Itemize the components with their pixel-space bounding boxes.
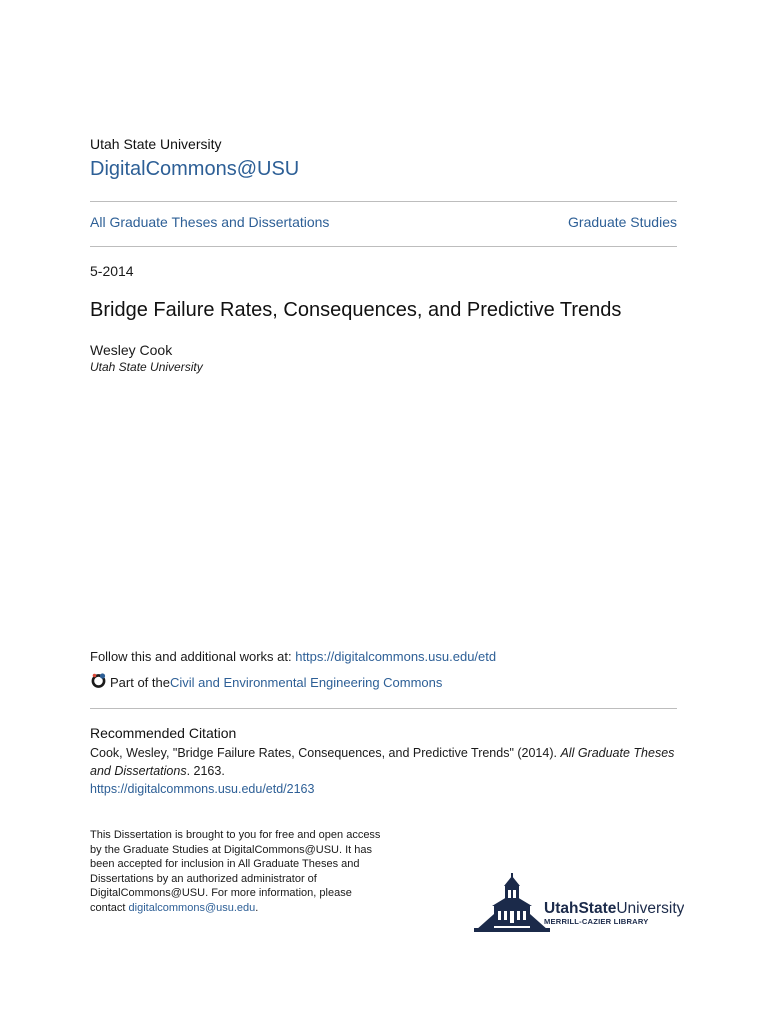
citation-heading: Recommended Citation xyxy=(90,725,237,741)
follow-url-link[interactable]: https://digitalcommons.usu.edu/etd xyxy=(295,649,497,664)
old-main-tower-icon xyxy=(474,873,550,932)
institution-name: Utah State University xyxy=(90,136,222,152)
document-title: Bridge Failure Rates, Consequences, and Predictive Trends xyxy=(90,299,622,321)
author-name: Wesley Cook xyxy=(90,342,173,358)
citation-text: Cook, Wesley, "Bridge Failure Rates, Consequences, and Predictive Trends" (2014). xyxy=(90,746,561,760)
logo-name-regular: University xyxy=(616,900,684,917)
citation-series: All Graduate Theses and Dissertations xyxy=(90,746,675,778)
part-of-label: Part of the xyxy=(110,674,170,690)
publication-date: 5-2014 xyxy=(90,263,134,279)
citation-url-link[interactable]: https://digitalcommons.usu.edu/etd/2163 xyxy=(90,782,315,796)
divider xyxy=(90,201,677,202)
author-affiliation: Utah State University xyxy=(90,360,203,374)
follow-line xyxy=(90,649,496,664)
notice-end: . xyxy=(255,901,259,914)
notice-text: This Dissertation is brought to you for free and open access by the Graduate Studies at DigitalCommons@USU. It has been accepted for inclusion in All Graduate Theses and Dissertations by an authorized administrator of DigitalCommons@USU. For more information, please contact xyxy=(90,829,381,914)
library-logo xyxy=(474,870,684,934)
repository-link[interactable]: DigitalCommons@USU xyxy=(90,158,300,180)
contact-email-link[interactable]: digitalcommons@usu.edu xyxy=(128,901,256,914)
follow-label: Follow this and additional works at: xyxy=(90,649,296,664)
bepress-commons-icon xyxy=(90,672,110,692)
divider xyxy=(90,246,677,247)
part-of-line xyxy=(90,672,442,692)
collection-link[interactable]: All Graduate Theses and Dissertations xyxy=(90,214,330,230)
citation-number: . 2163. xyxy=(186,764,225,778)
citation-block xyxy=(90,744,680,798)
logo-name-bold: UtahState xyxy=(544,900,617,917)
logo-subtitle: MERRILL-CAZIER LIBRARY xyxy=(544,917,649,926)
department-link[interactable]: Graduate Studies xyxy=(568,214,677,230)
commons-link[interactable]: Civil and Environmental Engineering Commons xyxy=(169,674,443,690)
divider xyxy=(90,708,677,709)
svg-text:UtahStateUniversity xyxy=(544,900,684,917)
access-notice xyxy=(90,828,390,915)
